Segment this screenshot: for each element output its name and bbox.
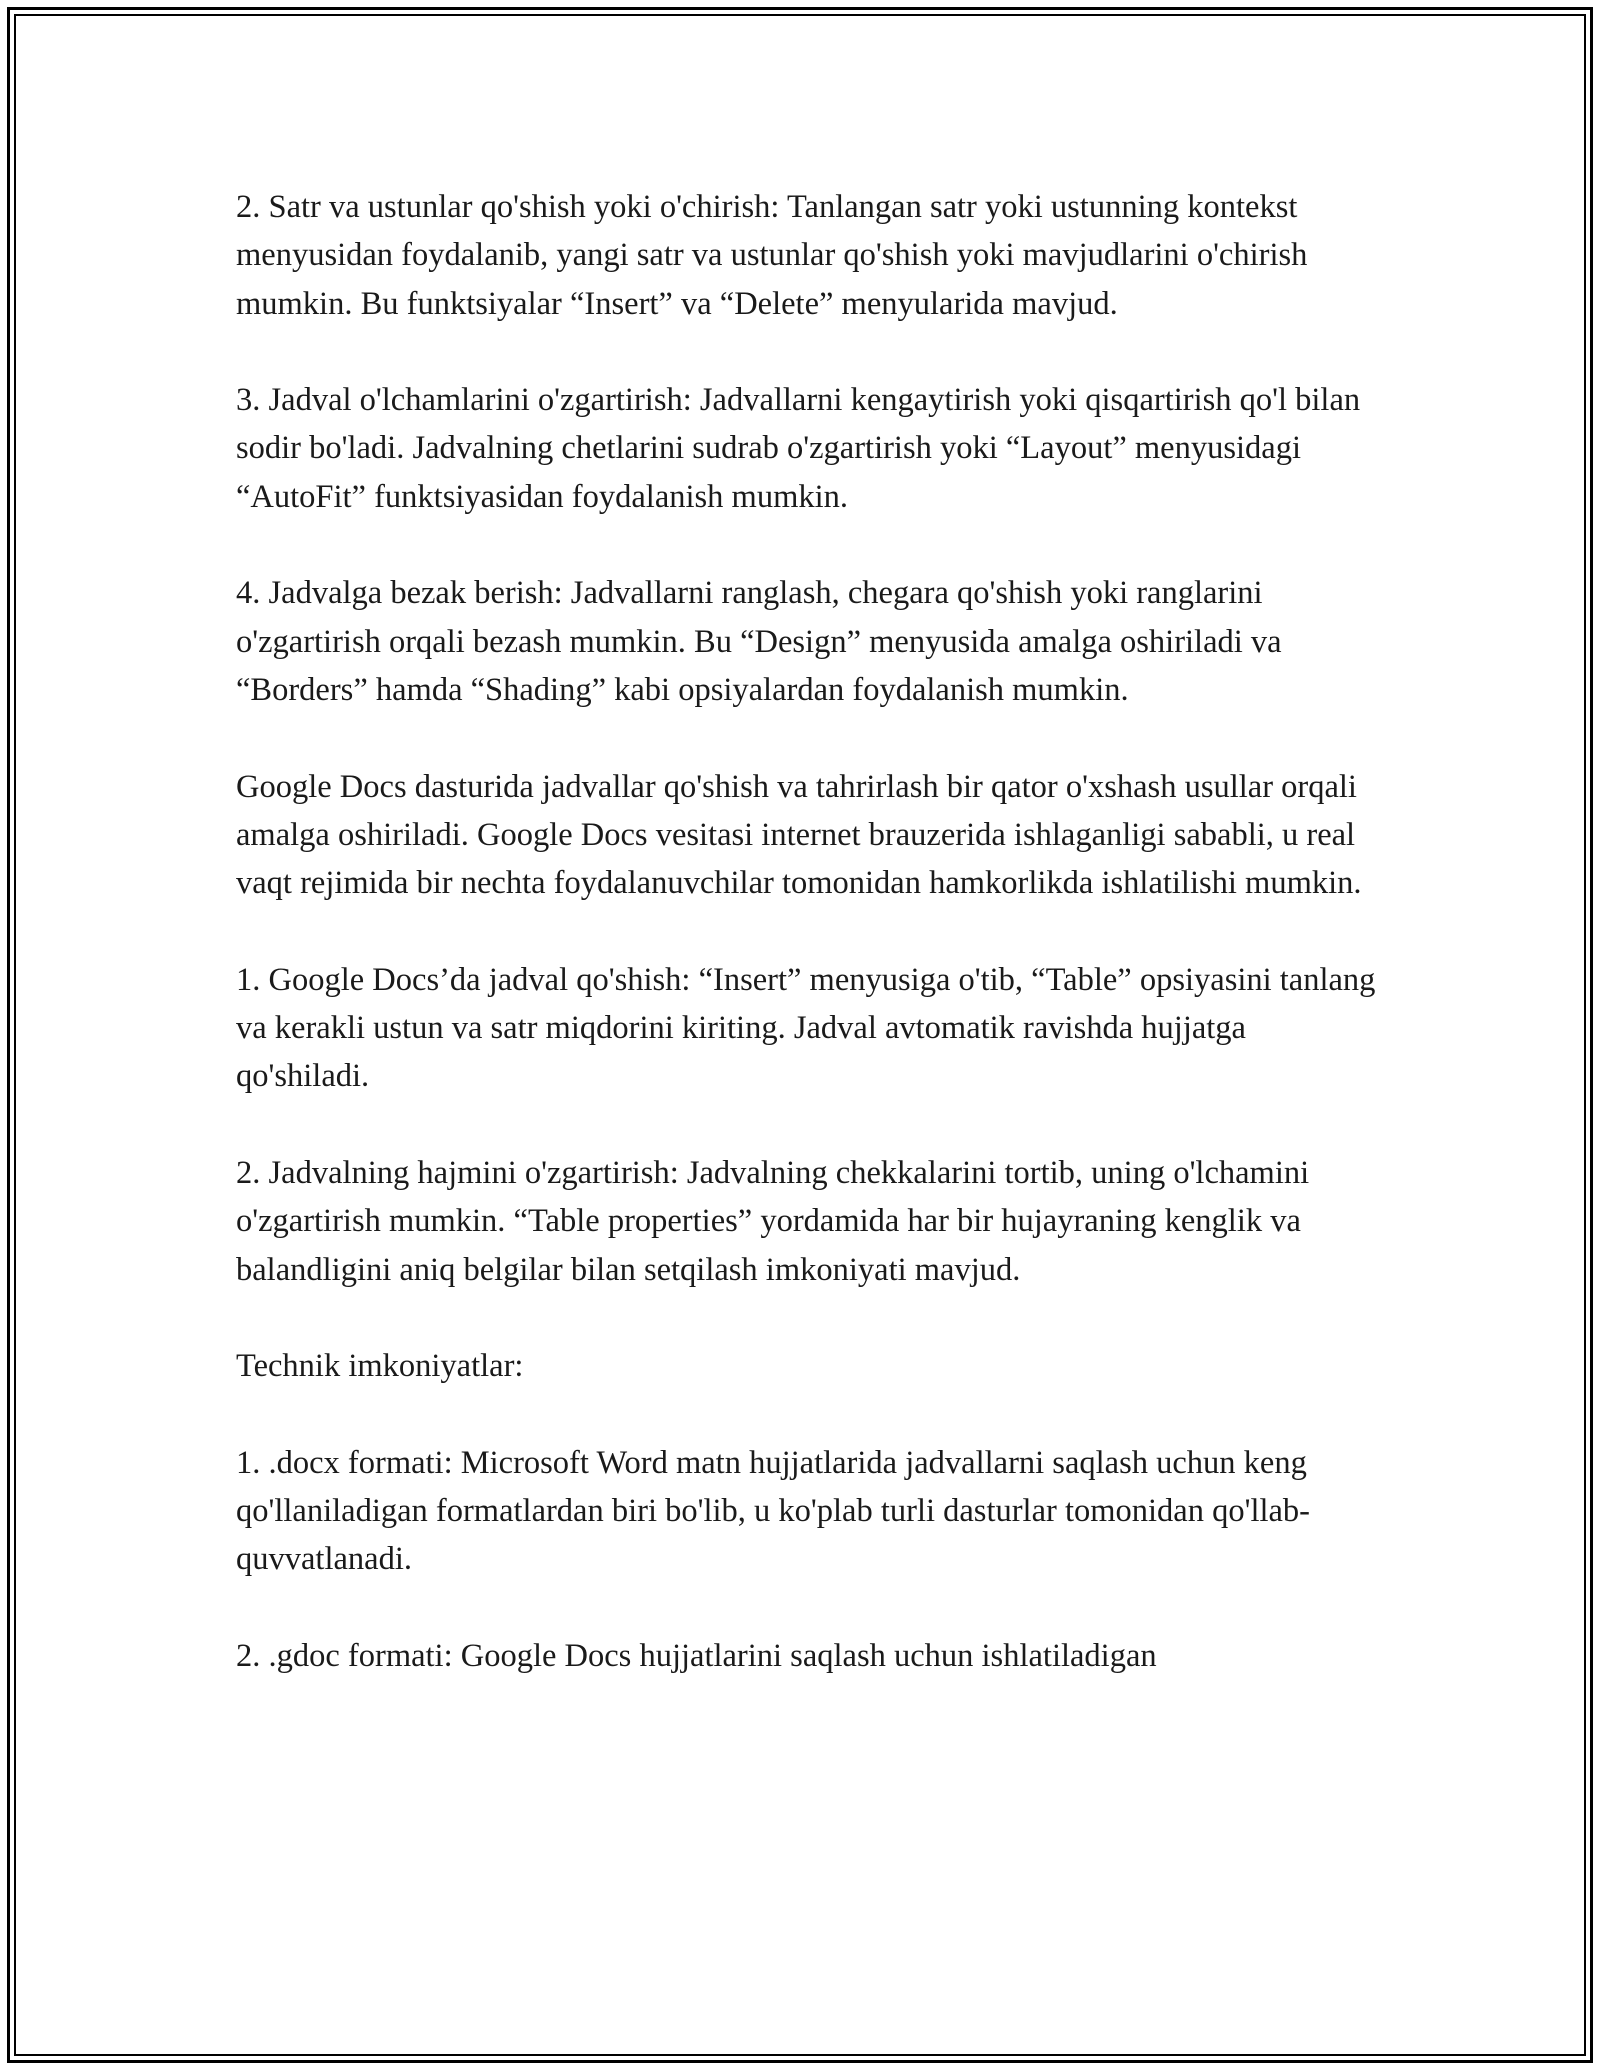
- paragraph-docx-formati: 1. .docx formati: Microsoft Word matn hujjatlarida jadvallarni saqlash uchun keng qo'llaniladigan formatlardan biri bo'lib, u ko'plab turli dasturlar tomonidan qo'llab-quvvatlanadi.: [236, 1444, 1311, 1578]
- paragraph-jadval-hajmi: 2. Jadvalning hajmini o'zgartirish: Jadvalning chekkalarini tortib, uning o'lchamini o'zgartirish mumkin. “Table properties” yordamida har bir hujayraning kenglik va balandligini aniq belgilar bilan setqilash imkoniyati mavjud.: [236, 1154, 1310, 1288]
- paragraph-google-docs-jadval-qoshish: 1. Google Docs’da jadval qo'shish: “Insert” menyusiga o'tib, “Table” opsiyasini tanlang va kerakli ustun va satr miqdorini kiriting. Jadval avtomatik ravishda hujjatga qo'shiladi.: [236, 961, 1376, 1095]
- paragraph-jadval-olchamlari: 3. Jadval o'lchamlarini o'zgartirish: Jadvallarni kengaytirish yoki qisqartirish qo'l bilan sodir bo'ladi. Jadvalning chetlarini sudrab o'zgartirish yoki “Layout” menyusidagi “AutoFit” funktsiyasidan foydalanish mumkin.: [236, 382, 1361, 515]
- document-body: [236, 183, 1386, 1680]
- paragraph-jadvalga-bezak: 4. Jadvalga bezak berish: Jadvallarni ranglash, chegara qo'shish yoki ranglarini o'zgartirish orqali bezash mumkin. Bu “Design” menyusida amalga oshiriladi va “Borders” hamda “Shading” kabi opsiyalardan foydalanish mumkin.: [236, 575, 1282, 708]
- paragraph-gdoc-formati: 2. .gdoc formati: Google Docs hujjatlarini saqlash uchun ishlatiladigan: [236, 1637, 1157, 1674]
- paragraph-google-docs-intro: Google Docs dasturida jadvallar qo'shish va tahrirlash bir qator o'xshash usullar orqali amalga oshiriladi. Google Docs vesitasi internet brauzerida ishlaganligi sababli, u real vaqt rejimida bir nechta foydalanuvchilar tomonidan hamkorlikda ishlatilishi mumkin.: [236, 768, 1362, 902]
- section-heading-technik-imkoniyatlar: Technik imkoniyatlar:: [236, 1348, 524, 1385]
- paragraph-satr-ustun-qoshish: 2. Satr va ustunlar qo'shish yoki o'chirish: Tanlangan satr yoki ustunning kontekst menyusidan foydalanib, yangi satr va ustunlar qo'shish yoki mavjudlarini o'chirish mumkin. Bu funktsiyalar “Insert” va “Delete” menyularida mavjud.: [236, 189, 1308, 322]
